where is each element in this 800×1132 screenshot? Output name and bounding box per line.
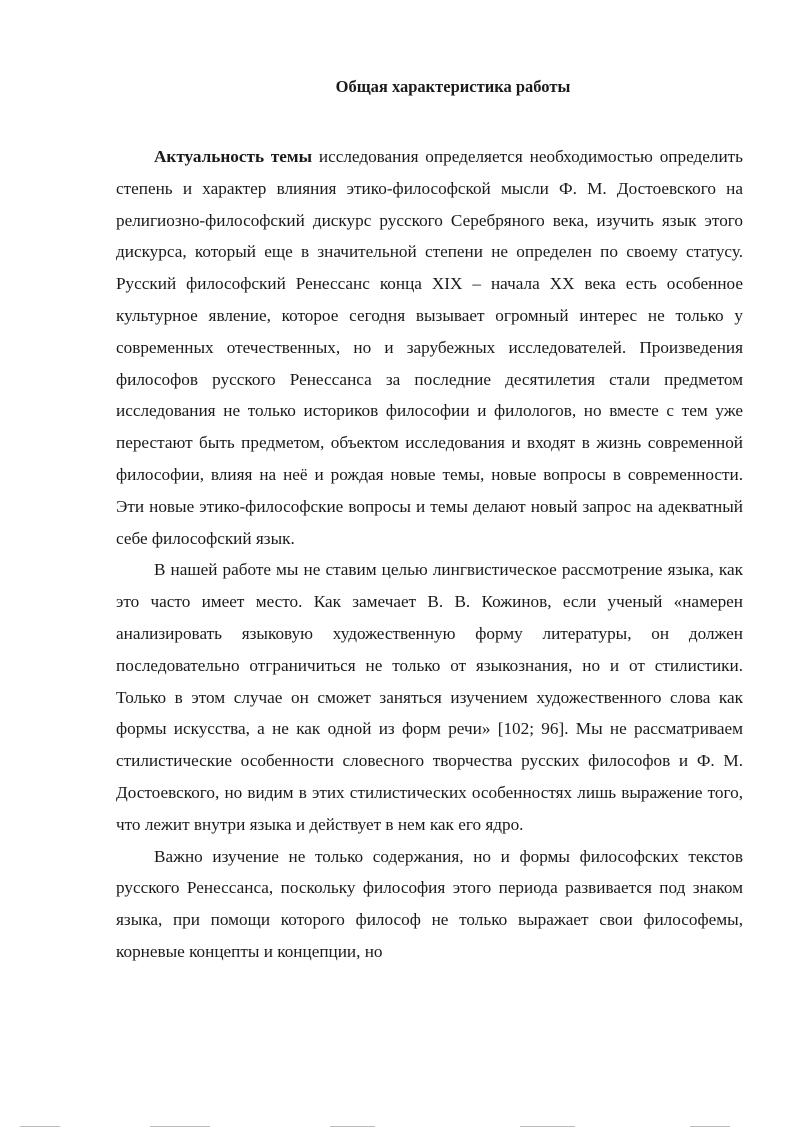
body-text	[116, 141, 743, 968]
paragraph-text: В нашей работе мы не ставим целью лингвистическое рассмотрение языка, как это часто имеет место. Как замечает В. В. Кожинов, если ученый «намерен анализировать языковую художественную форму литературы, он должен последовательно отграничиться не только от языкознания, но и от стилистики. Только в этом случае он сможет заняться изучением художественного слова как формы искусства, а не как одной из форм речи» [102; 96]. Мы не рассматриваем стилистические особенности словесного творчества русских философов и Ф. М. Достоевского, но видим в этих стилистических особенностях лишь выражение того, что лежит внутри языка и действует в нем как его ядро.	[116, 560, 743, 834]
paragraph-lead: Актуальность темы	[154, 147, 313, 166]
paragraph-text: Важно изучение не только содержания, но и формы философских текстов русского Ренессанса, поскольку философия этого периода развивается под знаком языка, при помощи которого философ не только выражает свои философемы, корневые концепты и концепции, но	[116, 846, 743, 961]
paragraph-language	[116, 554, 743, 840]
paragraph-form	[116, 841, 743, 968]
paragraph-relevance	[116, 141, 743, 554]
page-title: Общая характеристика работы	[335, 77, 571, 96]
paragraph-text: исследования определяется необходимостью определить степень и характер влияния этико-философской мысли Ф. М. Достоевского на религиозно-философский дискурс русского Серебряного века, изучить язык этого дискурса, который еще в значительной степени не определен по своему статусу. Русский философский Ренессанс конца XIX – начала XX века есть особенное культурное явление, которое сегодня вызывает огромный интерес не только у современных отечественных, но и зарубежных исследователей. Произведения философов русского Ренессанса за последние десятилетия стали предметом исследования не только историков философии и филологов, но вместе с тем уже перестают быть предметом, объектом исследования и входят в жизнь современной философии, влияя на неё и рождая новые темы, новые вопросы в современности. Эти новые этико-философские вопросы и темы делают новый запрос на адекватный себе философский язык.	[116, 147, 743, 548]
scan-edge-noise	[0, 1118, 800, 1132]
